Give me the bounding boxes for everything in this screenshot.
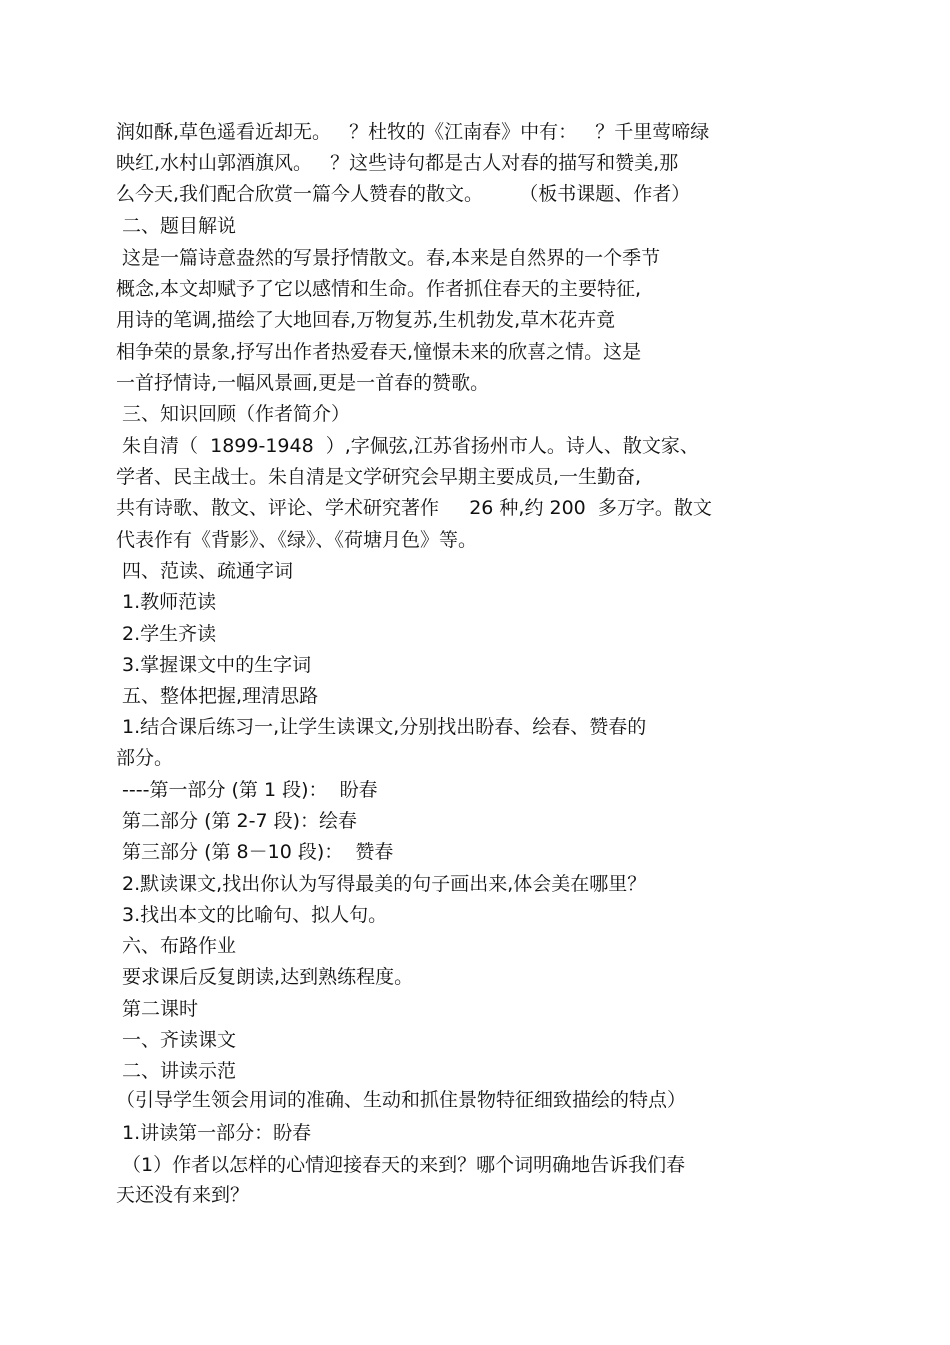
text-line: （引导学生领会用词的准确、生动和抓住景物特征细致描绘的特点） <box>116 1089 687 1111</box>
text-line: 要求课后反复朗读,达到熟练程度。 <box>116 966 414 988</box>
text-line: 天还没有来到？ <box>116 1184 250 1206</box>
text-line: 映红,水村山郭酒旗风。 ？这些诗句都是古人对春的描写和赞美,那 <box>116 152 679 174</box>
section-heading: 二、讲读示范 <box>116 1060 237 1082</box>
text-line: 一首抒情诗,一幅风景画,更是一首春的赞歌。 <box>116 372 490 394</box>
text-line: 用诗的笔调,描绘了大地回春,万物复苏,生机勃发,草木花卉竟 <box>116 309 616 331</box>
text-line: 润如酥,草色遥看近却无。 ？杜牧的《江南春》中有： ？千里莺啼绿 <box>116 121 710 143</box>
section-heading: 一、齐读课文 <box>116 1029 237 1051</box>
text-line: 学者、民主战士。朱自清是文学研究会早期主要成员,一生勤奋, <box>116 466 642 488</box>
list-item: 3.找出本文的比喻句、拟人句。 <box>116 904 388 926</box>
list-item: 2.学生齐读 <box>116 623 217 645</box>
section-heading: 四、范读、疏通字词 <box>116 560 294 582</box>
text-line: 第二部分 (第 2-7 段)：绘春 <box>116 810 358 832</box>
text-line: 第三部分 (第 8－10 段)： 赞春 <box>116 841 394 863</box>
text-line: ----第一部分 (第 1 段)： 盼春 <box>116 779 378 801</box>
text-line: 么今天,我们配合欣赏一篇今人赞春的散文。 （板书课题、作者） <box>116 183 691 205</box>
section-heading: 五、整体把握,理清思路 <box>116 685 319 707</box>
text-line: 相争荣的景象,抒写出作者热爱春天,憧憬未来的欣喜之情。这是 <box>116 341 642 363</box>
text-line: （1）作者以怎样的心情迎接春天的来到？哪个词明确地告诉我们春 <box>116 1154 686 1176</box>
section-heading: 第二课时 <box>116 998 199 1020</box>
text-line: 共有诗歌、散文、评论、学术研究著作 26 种,约 200 多万字。散文 <box>116 497 712 519</box>
text-line: 朱自清（ 1899-1948 ）,字佩弦,江苏省扬州市人。诗人、散文家、 <box>116 435 699 457</box>
list-item: 1.讲读第一部分：盼春 <box>116 1122 312 1144</box>
section-heading: 六、布路作业 <box>116 935 237 957</box>
text-line: 概念,本文却赋予了它以感情和生命。作者抓住春天的主要特征, <box>116 278 642 300</box>
text-line: 部分。 <box>116 747 174 769</box>
section-heading: 二、题目解说 <box>116 215 237 237</box>
text-line: 代表作有《背影》、《绿》、《荷塘月色》等。 <box>116 529 478 551</box>
list-item: 1.结合课后练习一,让学生读课文,分别找出盼春、绘春、赞春的 <box>116 716 647 738</box>
list-item: 3.掌握课文中的生字词 <box>116 654 312 676</box>
text-line: 这是一篇诗意盎然的写景抒情散文。春,本来是自然界的一个季节 <box>116 247 661 269</box>
list-item: 2.默读课文,找出你认为写得最美的句子画出来,体会美在哪里？ <box>116 873 647 895</box>
section-heading: 三、知识回顾（作者简介） <box>116 403 351 425</box>
list-item: 1.教师范读 <box>116 591 217 613</box>
